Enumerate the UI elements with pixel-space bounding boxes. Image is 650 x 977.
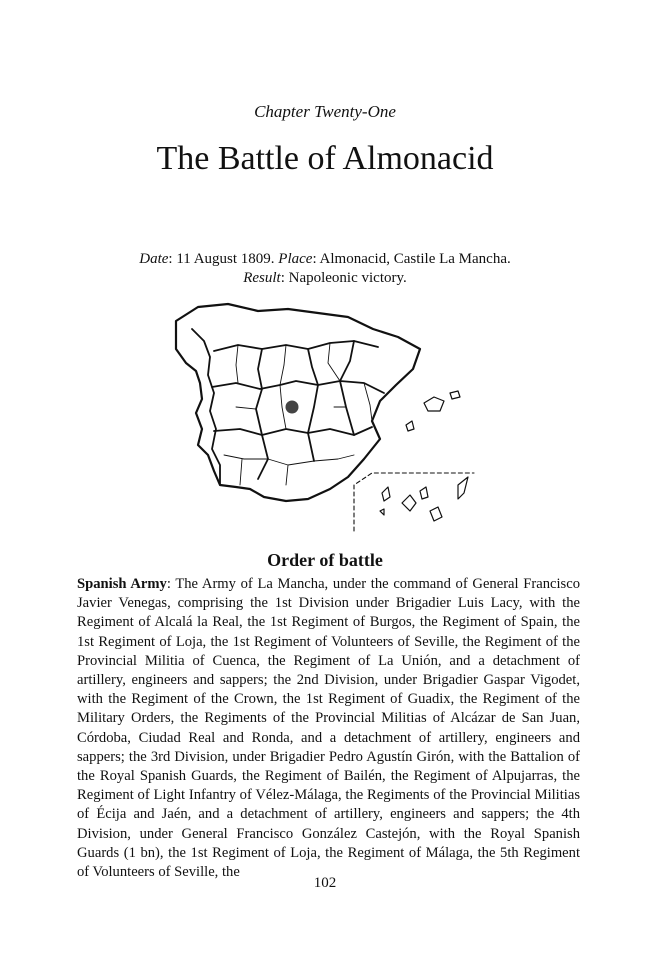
portugal-border (192, 329, 220, 485)
meta-line-1 (0, 250, 650, 269)
date-value: : 11 August 1809. (168, 251, 279, 267)
page-number: 102 (313, 875, 337, 891)
section-heading: Order of battle (267, 550, 383, 570)
region-border (308, 349, 318, 461)
canary-islands (380, 477, 468, 521)
region-border (256, 349, 262, 435)
chapter-label: Chapter Twenty-One (254, 102, 396, 121)
battle-meta (0, 250, 650, 288)
region-border (258, 435, 268, 479)
province-border (224, 343, 372, 485)
canary-inset-frame (354, 473, 474, 531)
body-lead: Spanish Army (77, 576, 167, 592)
balearic-islands (406, 391, 460, 431)
chapter-title: The Battle of Almonacid (156, 140, 494, 177)
meta-line-2 (0, 269, 650, 288)
battle-location-marker (286, 401, 299, 414)
result-label: Result (243, 270, 281, 286)
region-border (340, 341, 354, 435)
place-value: : Almonacid, Castile La Mancha. (312, 251, 511, 267)
place-label: Place (278, 251, 313, 267)
body-text: : The Army of La Mancha, under the command of General Francisco Javier Venegas, comprising the 1st Division under Brigadier Luis Lacy, with the Regiment of Alcalá la Real, the 1st Regiment of Burgos, the Regiment of Spain, the 1st Regiment of Loja, the 1st Regiment of Volunteers of Seville, the Regiment of the Provincial Militia of Cuenca, the Regiment of La Unión, and a detachment of artillery, engineers and sappers; the 2nd Division, under Brigadier Gaspar Vigodet, with the Regiment of the Crown, the 1st Regiment of Guadix, the Regiment of the Military Orders, the Regiments of the Provincial Militias of Alcázar de San Juan, Córdoba, Ciudad Real and Ronda, and a detachment of artillery, engineers and sappers; the 3rd Division, under Brigadier Pedro Agustín Girón, with the Battalion of the Royal Spanish Guards, the Regiment of Bailén, the Regiment of Alpujarras, the Regiment of Light Infantry of Vélez-Málaga, the Regiments of the Provincial Militias of Écija and Jaén, and a detachment of artillery, engineers and sappers; the 4th Division, under General Francisco González Castejón, with the Royal Spanish Guards (1 bn), the 1st Regiment of Loja, the Regiment of Málaga, the 5th Regiment of Volunteers of Seville, the (77, 576, 581, 881)
iberia-map (158, 289, 490, 541)
date-label: Date (139, 251, 169, 267)
body-paragraph (77, 575, 580, 882)
region-border (214, 427, 372, 435)
result-value: : Napoleonic victory. (280, 270, 407, 286)
